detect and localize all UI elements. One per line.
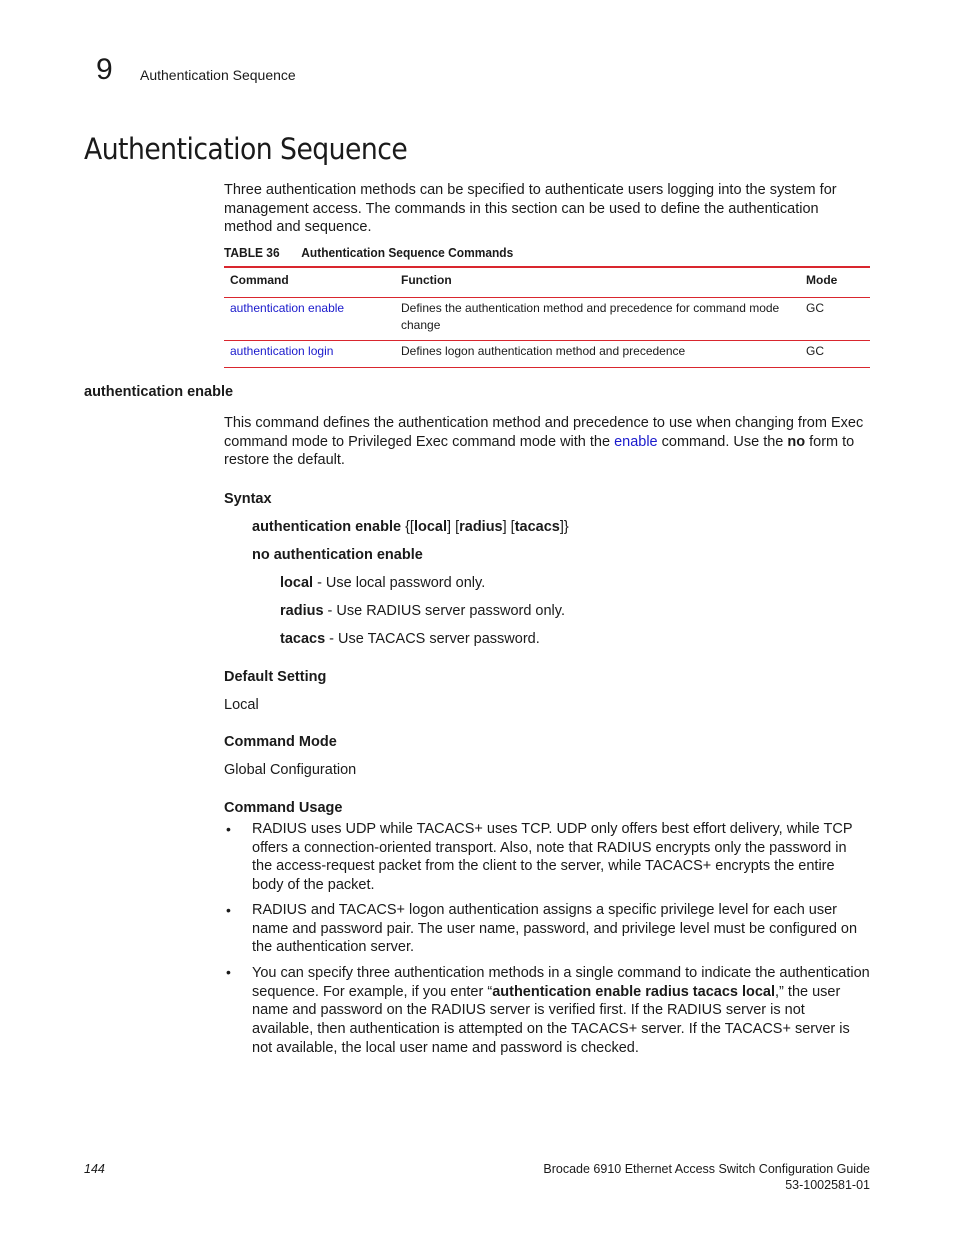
no-form-syntax: no authentication enable xyxy=(252,547,423,563)
syntax-label: Syntax xyxy=(224,491,272,507)
column-header-mode: Mode xyxy=(800,267,870,298)
usage-item: RADIUS and TACACS+ logon authentication assigns a specific privilege level for each user name and password pair. The user name, password, and privilege level must be configured on the authentication server. xyxy=(252,902,858,956)
usage-text: You can specify three authentication methods in a single command to indicate the authentication sequence. For example, if you enter “ xyxy=(252,965,870,1000)
page-title: Authentication Sequence xyxy=(84,132,408,166)
mode-cell: GC xyxy=(800,341,870,368)
chapter-title: Authentication Sequence xyxy=(140,67,296,83)
description-text: form to restore the default. xyxy=(224,433,855,469)
command-link-text[interactable]: authentication login xyxy=(230,344,334,358)
doc-number: 53-1002581-01 xyxy=(785,1178,870,1192)
bullet-icon: • xyxy=(226,964,231,980)
param-name: local xyxy=(280,575,314,591)
param-desc: - Use local password only. xyxy=(313,575,486,591)
param-local xyxy=(280,574,485,592)
command-heading: authentication enable xyxy=(84,384,234,400)
table-title: Authentication Sequence Commands xyxy=(301,245,514,260)
param-name: radius xyxy=(280,603,324,619)
footer-doc-info xyxy=(543,1161,870,1193)
column-header-function: Function xyxy=(395,267,800,298)
table-label: TABLE 36 xyxy=(224,245,280,260)
command-description xyxy=(224,414,864,470)
bullet-icon: • xyxy=(226,902,231,918)
usage-example-command: authentication enable radius tacacs local xyxy=(492,983,776,1000)
bullet-icon: • xyxy=(226,821,231,837)
command-link-text[interactable]: authentication enable xyxy=(230,301,345,315)
intro-paragraph: Three authentication methods can be specified to authenticate users logging into the system for management access. The commands in this section can be used to define the authentication method and sequence. xyxy=(224,182,837,236)
table-caption xyxy=(224,244,513,262)
param-desc: - Use TACACS server password. xyxy=(325,631,540,647)
function-cell: Defines logon authentication method and precedence xyxy=(395,341,800,368)
command-mode-value: Global Configuration xyxy=(224,762,357,778)
usage-text: ,” the user name and password on the RADIUS server is verified first. If the RADIUS server is not available, then authentication is attempted on the TACACS+ server. If the TACACS+ server is not available, the local user name and password is checked. xyxy=(252,983,850,1056)
description-text: command. Use the xyxy=(657,433,788,450)
syntax-keyword-tacacs: tacacs xyxy=(514,519,560,535)
syntax-line xyxy=(252,518,569,536)
chapter-number: 9 xyxy=(96,53,113,86)
syntax-punct: {[ xyxy=(401,519,414,535)
no-keyword: no xyxy=(787,433,806,450)
default-setting-value: Local xyxy=(224,697,259,713)
param-name: tacacs xyxy=(280,631,326,647)
enable-command-link[interactable]: enable xyxy=(614,433,658,450)
function-cell: Defines the authentication method and precedence for command mode change xyxy=(395,298,800,341)
column-header-command: Command xyxy=(224,267,395,298)
default-setting-label: Default Setting xyxy=(224,669,327,685)
command-link-authentication-enable[interactable] xyxy=(224,298,395,341)
usage-item: RADIUS uses UDP while TACACS+ uses TCP. UDP only offers best effort delivery, while TCP offers a connection-oriented transport. Also, note that RADIUS encrypts only the password in the access-request packet from the client to the server, while TACACS+ encrypts the entire body of the packet. xyxy=(252,821,853,894)
usage-item xyxy=(252,964,870,1058)
param-desc: - Use RADIUS server password only. xyxy=(323,603,565,619)
command-link-authentication-login[interactable] xyxy=(224,341,395,368)
syntax-punct: ] [ xyxy=(447,519,460,535)
description-text: This command defines the authentication method and precedence to use when changing from Exec command mode to Privileged Exec command mode with the xyxy=(224,415,864,450)
syntax-command: authentication enable xyxy=(252,519,402,535)
command-usage-label: Command Usage xyxy=(224,800,343,816)
command-mode-label: Command Mode xyxy=(224,734,337,750)
guide-title: Brocade 6910 Ethernet Access Switch Configuration Guide xyxy=(543,1162,870,1176)
syntax-keyword-local: local xyxy=(413,519,448,535)
param-radius xyxy=(280,602,565,620)
syntax-punct: ]} xyxy=(559,519,569,535)
page-number: 144 xyxy=(84,1162,105,1176)
syntax-keyword-radius: radius xyxy=(459,519,503,535)
mode-cell: GC xyxy=(800,298,870,341)
table-row xyxy=(224,341,870,368)
commands-table xyxy=(224,266,870,368)
table-header-row xyxy=(224,267,870,298)
param-tacacs xyxy=(280,630,540,648)
table-row xyxy=(224,298,870,341)
syntax-punct: ] [ xyxy=(502,519,515,535)
